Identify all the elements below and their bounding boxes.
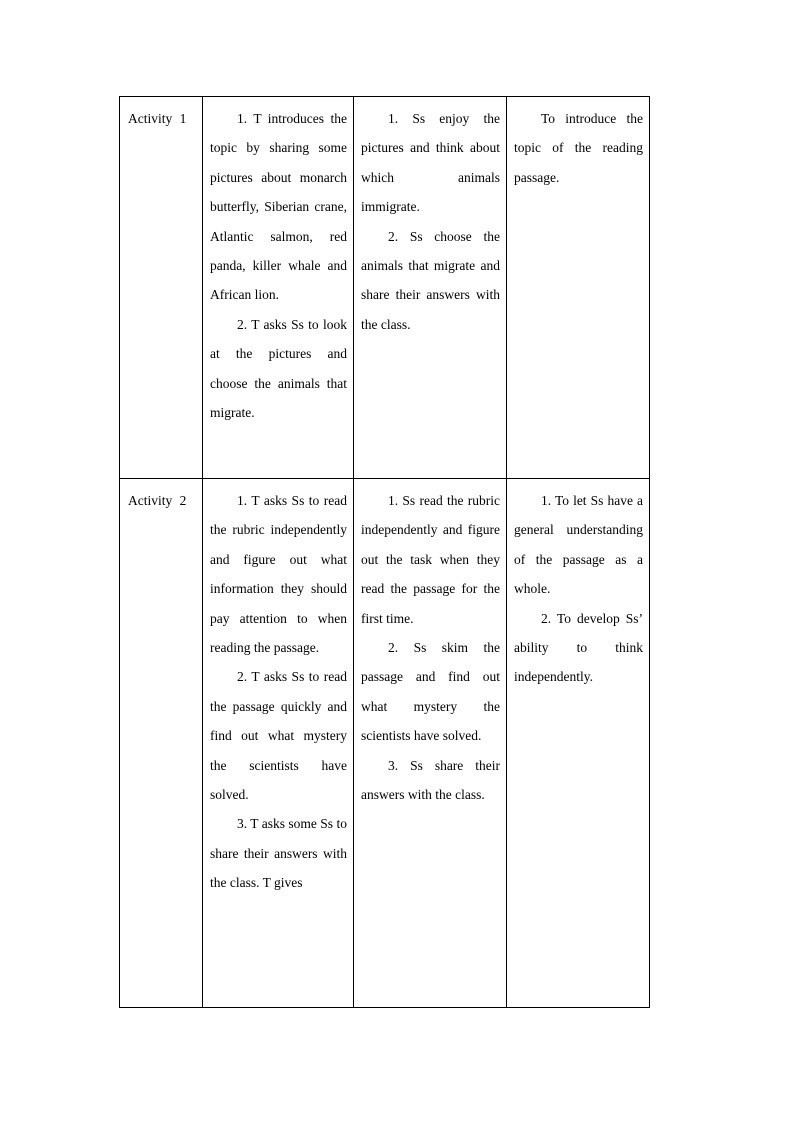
activity-cell [120, 97, 203, 479]
student-step: 3. Ss share their answers with the class. [361, 757, 500, 803]
student-activity-cell [354, 97, 507, 479]
teacher-activity-cell [203, 97, 354, 479]
student-step: 1. Ss enjoy the pictures and think about which animals immigrate. [361, 111, 500, 215]
purpose-text: To introduce the topic of the reading passage. [514, 111, 643, 185]
purpose-text: 1. To let Ss have a general understanding of the passage as a whole. [514, 493, 643, 597]
teacher-step: 2. T asks Ss to look at the pictures and choose the animals that migrate. [210, 316, 347, 421]
student-activity-cell [354, 479, 507, 1008]
activity-cell [120, 479, 203, 1008]
activity-label: Activity 1 [128, 111, 187, 126]
activity-label: Activity 2 [128, 493, 187, 508]
student-step: 2. Ss skim the passage and find out what mystery the scientists have solved. [361, 640, 500, 744]
student-step: 1. Ss read the rubric independently and figure out the task when they read the passage for the first time. [361, 493, 500, 626]
teacher-step: 1. T introduces the topic by sharing some pictures about monarch butterfly, Siberian crane, Atlantic salmon, red panda, killer whale and African lion. [210, 111, 347, 303]
teacher-step: 1. T asks Ss to read the rubric independently and figure out what information they should pay attention to when reading the passage. [210, 493, 347, 656]
table-row [120, 479, 650, 1008]
student-step: 2. Ss choose the animals that migrate and share their answers with the class. [361, 228, 500, 332]
purpose-cell [507, 97, 650, 479]
teacher-activity-cell [203, 479, 354, 1008]
purpose-cell [507, 479, 650, 1008]
purpose-text: 2. To develop Ss’ ability to think independently. [514, 610, 643, 685]
table-row [120, 97, 650, 479]
teacher-step: 2. T asks Ss to read the passage quickly and find out what mystery the scientists have solved. [210, 669, 347, 803]
lesson-plan-table [119, 96, 650, 1008]
teacher-step: 3. T asks some Ss to share their answers with the class. T gives [210, 816, 347, 891]
